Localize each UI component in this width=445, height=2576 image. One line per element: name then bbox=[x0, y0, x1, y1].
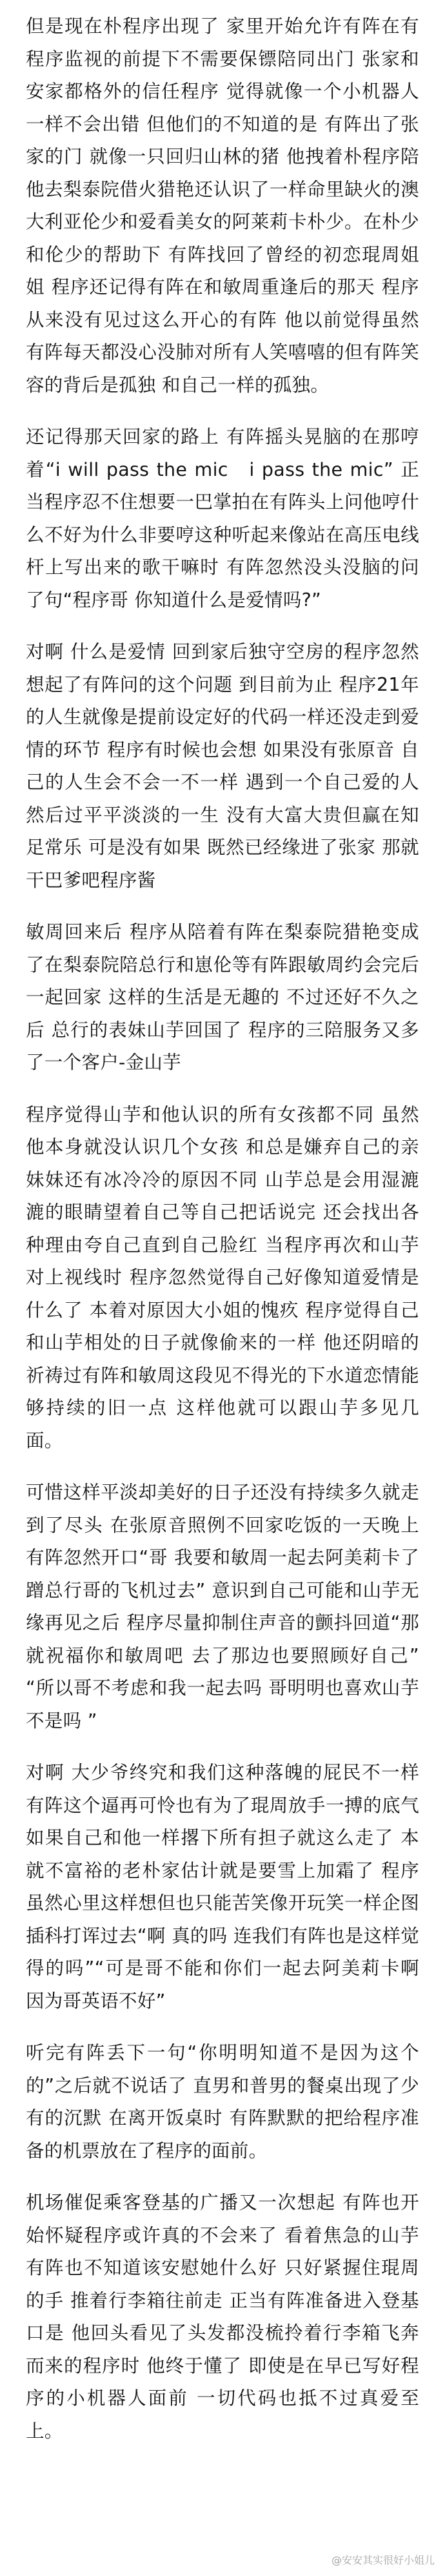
article-paragraph-7: 对啊 大少爷终究和我们这种落魄的屁民不一样 有阵这个逼再可怜也有为了琨周放手一搏的底气 如果自己和他一样撂下所有担子就这么走了 本就不富裕的老朴家估计就是要雪上加霜了 程序虽然心里这样想但也只能苦笑像开玩笑一样企图插科打诨过去“啊 真的吗 连我们有阵也是这样觉得的吗”“可是哥不能和你们一起去阿美莉卡啊 因为哥英语不好” bbox=[26, 1762, 419, 2012]
article-paragraph-2: 还记得那天回家的路上 有阵摇头晃脑的在那哼着“i will pass the mic i pass the mic” 正当程序忍不住想要一巴掌拍在有阵头上问他哼什么不好为什么非要哼这种听起来像站在高压电线杆上写出来的歌干嘛时 有阵忽然没头没脑的问了句“程序哥 你知道什么是爱情吗?” bbox=[26, 426, 419, 611]
article-paragraph-9: 机场催促乘客登基的广播又一次想起 有阵也开始怀疑程序或许真的不会来了 看着焦急的山芋 有阵也不知道该安慰她什么好 只好紧握住琨周的手 推着行李箱往前走 正当有阵准备进入登基口是 他回头看见了头发都没梳拎着行李箱飞奔而来的程序时 他终于懂了 即使是在早已写好程序的小机器人面前 一切代码也抵不过真爱至上。 bbox=[26, 2192, 419, 2442]
article-paragraph-1: 但是现在朴程序出现了 家里开始允许有阵在有程序监视的前提下不需要保镖陪同出门 张家和安家都格外的信任程序 觉得就像一个小机器人一样不会出错 但他们的不知道的是 有阵出了张家的门 就像一只回归山林的猪 他拽着朴程序陪他去梨泰院借火猎艳还认识了一样命里缺火的澳大利亚伦少和爱看美女的阿莱莉卡朴少。在朴少和伦少的帮助下 有阵找回了曾经的初恋琨周姐姐 程序还记得有阵在和敏周重逢后的那天 程序从来没有见过这么开心的有阵 他以前觉得虽然有阵每天都没心没肺对所有人笑嘻嘻的但有阵笑容的背后是孤独 和自己一样的孤独。 bbox=[26, 15, 419, 396]
article-paragraph-8: 听完有阵丢下一句“你明明知道不是因为这个的”之后就不说话了 直男和普男的餐桌出现了少有的沉默 在离开饭桌时 有阵默默的把给程序准备的机票放在了程序的面前。 bbox=[26, 2042, 419, 2162]
article-body bbox=[26, 10, 419, 2467]
watermark: @安安其实很好小姐儿 bbox=[331, 2554, 435, 2566]
article-paragraph-6: 可惜这样平淡却美好的日子还没有持续多久就走到了尽头 在张原音照例不回家吃饭的一天晚上 有阵忽然开口“哥 我要和敏周一起去阿美莉卡了 蹭总行哥的飞机过去” 意识到自己可能和山芋无缘再见之后 程序尽量抑制住声音的颤抖回道“那就祝福你和敏周吧 去了那边也要照顾好自己” “所以哥不考虑和我一起去吗 哥明明也喜欢山芋不是吗 ” bbox=[26, 1482, 419, 1732]
article-paragraph-5: 程序觉得山芋和他认识的所有女孩都不同 虽然他本身就没认识几个女孩 和总是嫌弃自己的亲妹妹还有冰冷冷的原因不同 山芋总是会用湿漉漉的眼睛望着自己等自己把话说完 还会找出各种理由夸自己直到自己脸红 当程序再次和山芋对上视线时 程序忽然觉得自己好像知道爱情是什么了 本着对原因大小姐的愧疚 程序觉得自己和山芋相处的日子就像偷来的一样 他还阴暗的祈祷过有阵和敏周这段见不得光的下水道恋情能够持续的旧一点 这样他就可以跟山芋多见几面。 bbox=[26, 1103, 419, 1451]
article-paragraph-4: 敏周回来后 程序从陪着有阵在梨泰院猎艳变成了在梨泰院陪总行和崽伦等有阵跟敏周约会完后一起回家 这样的生活是无趣的 不过还好不久之后 总行的表妹山芋回国了 程序的三陪服务又多了一个客户-金山芋 bbox=[26, 921, 419, 1073]
article-paragraph-3: 对啊 什么是爱情 回到家后独守空房的程序忽然想起了有阵问的这个问题 到目前为止 程序21年的人生就像是提前设定好的代码一样还没走到爱情的环节 程序有时候也会想 如果没有张原音 自己的人生会不会一不一样 遇到一个自己爱的人 然后过平平淡淡的一生 没有大富大贵但赢在知足常乐 可是没有如果 既然已经缘进了张家 那就干巴爹吧程序酱 bbox=[26, 641, 419, 891]
